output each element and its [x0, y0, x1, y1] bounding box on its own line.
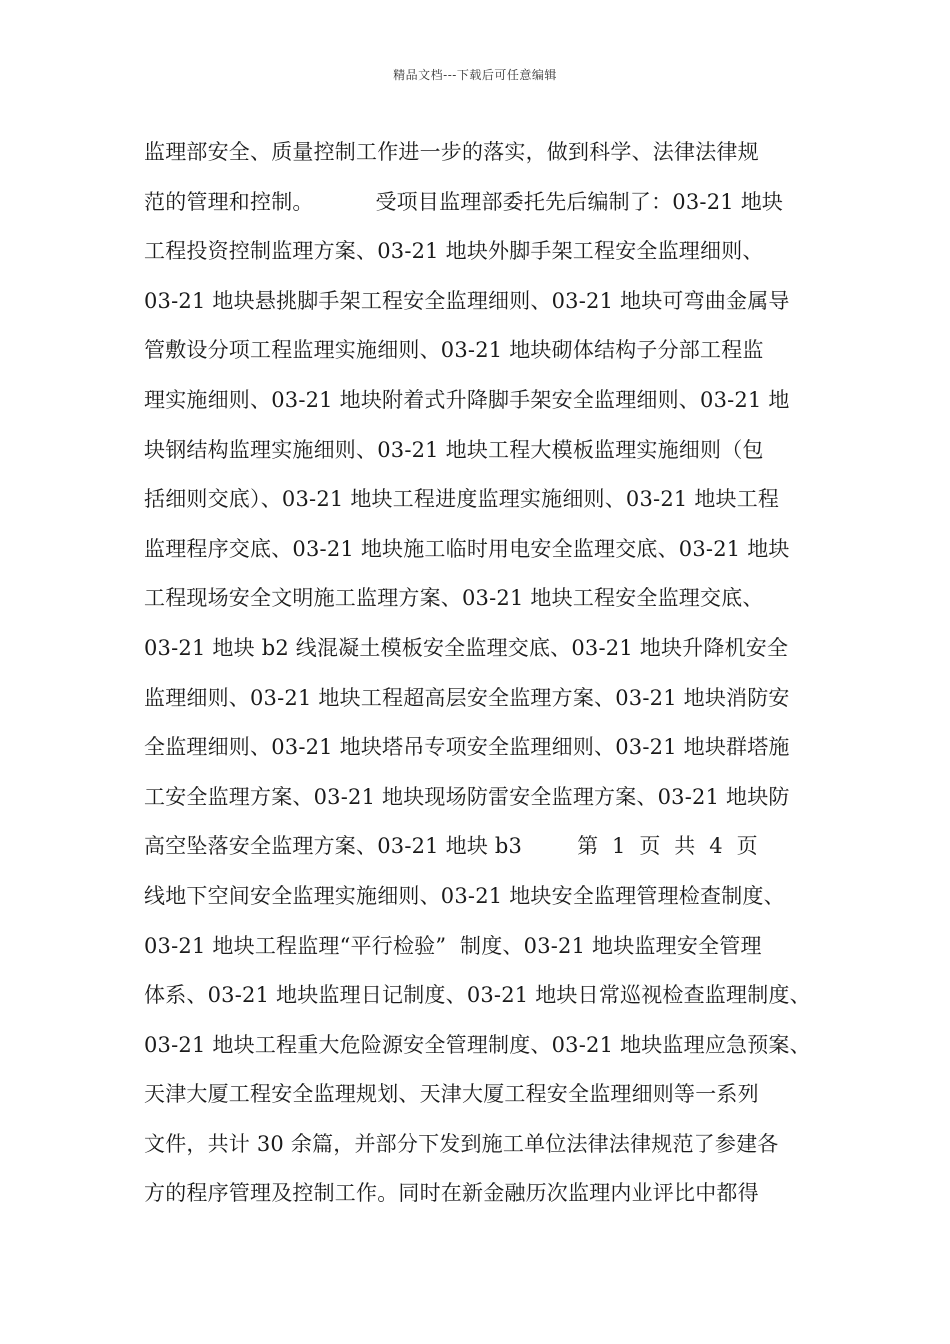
text-line: 03-21 地块工程监理“平行检验” 制度、03-21 地块监理安全管理 [144, 933, 762, 958]
text-line: 工程现场安全文明施工监理方案、03-21 地块工程安全监理交底、 [144, 586, 764, 611]
text-line: 工程投资控制监理方案、03-21 地块外脚手架工程安全监理细则、 [144, 239, 764, 264]
text-line: 括细则交底）、03-21 地块工程进度监理实施细则、03-21 地块工程 [144, 487, 780, 512]
text-line: 全监理细则、03-21 地块塔吊专项安全监理细则、03-21 地块群塔施 [144, 735, 790, 760]
text-line: 范的管理和控制。 受项目监理部委托先后编制了：03-21 地块 [144, 189, 784, 214]
text-line: 监理部安全、质量控制工作进一步的落实，做到科学、法律法律规 [144, 140, 759, 164]
text-line: 体系、03-21 地块监理日记制度、03-21 地块日常巡视检查监理制度、 [144, 983, 811, 1008]
text-line: 监理程序交底、03-21 地块施工临时用电安全监理交底、03-21 地块 [144, 536, 790, 561]
text-line: 方的程序管理及控制工作。同时在新金融历次监理内业评比中都得 [144, 1181, 759, 1206]
text-line: 线地下空间安全监理实施细则、03-21 地块安全监理管理检查制度、 [144, 883, 785, 908]
text-line-with-page-number: 高空坠落安全监理方案、03-21 地块 b3 第 1 页 共 4 页 [144, 834, 758, 859]
text-line: 工安全监理方案、03-21 地块现场防雷安全监理方案、03-21 地块防 [144, 784, 790, 809]
text-line: 文件，共计 30 余篇，并部分下发到施工单位法律法律规范了参建各 [144, 1131, 779, 1156]
text-line: 03-21 地块 b2 线混凝土模板安全监理交底、03-21 地块升降机安全 [144, 635, 789, 660]
text-line: 监理细则、03-21 地块工程超高层安全监理方案、03-21 地块消防安 [144, 685, 790, 710]
text-line: 理实施细则、03-21 地块附着式升降脚手架安全监理细则、03-21 地 [144, 387, 790, 412]
text-line: 03-21 地块悬挑脚手架工程安全监理细则、03-21 地块可弯曲金属导 [144, 288, 790, 313]
text-line: 块钢结构监理实施细则、03-21 地块工程大模板监理实施细则（包 [144, 437, 764, 462]
text-line: 管敷设分项工程监理实施细则、03-21 地块砌体结构子分部工程监 [144, 338, 764, 363]
page-header: 精品文档---下载后可任意编辑 [393, 68, 557, 82]
text-line: 03-21 地块工程重大危险源安全管理制度、03-21 地块监理应急预案、 [144, 1032, 811, 1057]
document-body [144, 132, 824, 1223]
text-line: 天津大厦工程安全监理规划、天津大厦工程安全监理细则等一系列 [144, 1082, 759, 1107]
